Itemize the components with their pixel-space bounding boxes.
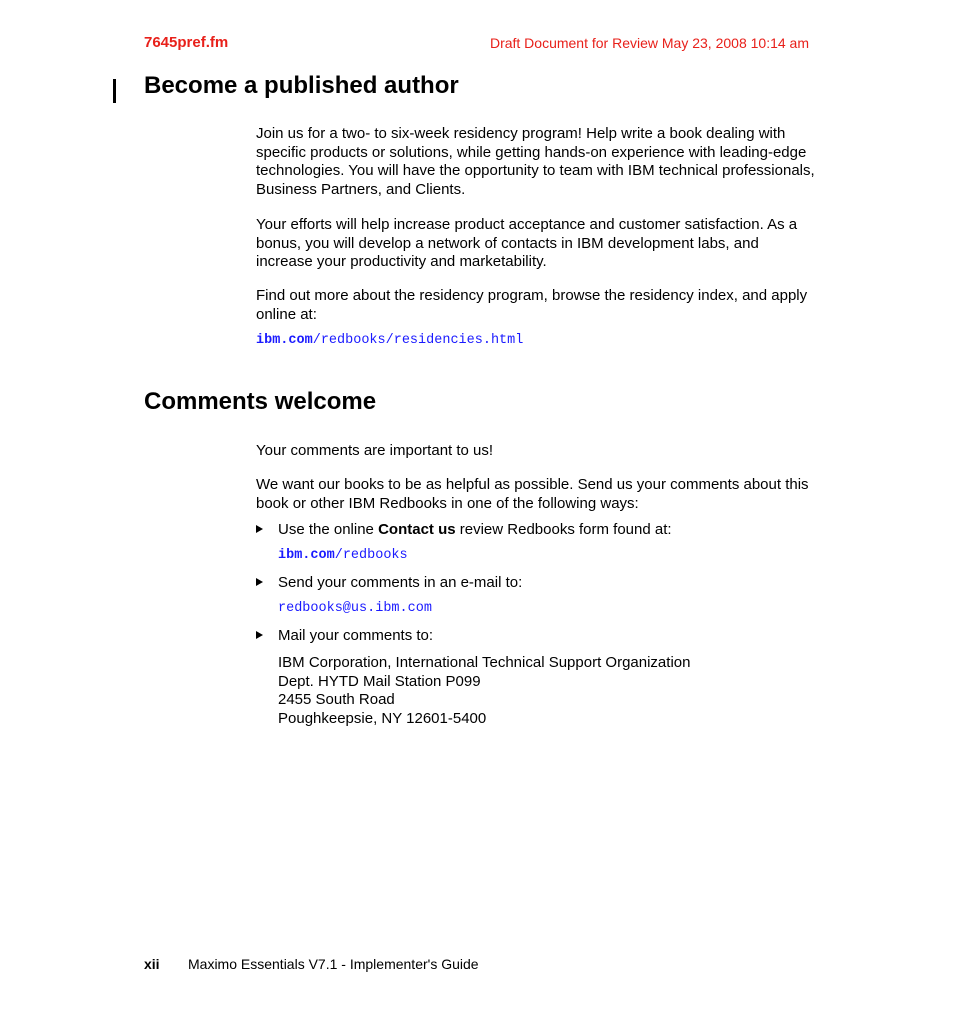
email-link[interactable]: redbooks@us.ibm.com — [278, 601, 432, 616]
bullet-arrow-icon — [256, 525, 263, 533]
author-paragraph-2: Your efforts will help increase product acceptance and customer satisfaction. As a bonus, you will develop a network of contacts in IBM development labs, and increase your productivity and marketability. — [256, 216, 798, 271]
page-number: xii — [144, 956, 160, 972]
author-paragraph-1: Join us for a two- to six-week residency program! Help write a book dealing with specific products or solutions, while getting hands-on experience with leading-edge technologies. You will have the opportunity to team with IBM technical professionals, Business Partners, and Clients. — [256, 125, 815, 198]
mailing-address: IBM Corporation, International Technical Support Organization Dept. HYTD Mail Station P099 2455 South Road Poughkeepsie, NY 12601-5400 — [278, 654, 691, 727]
heading-become-author: Become a published author — [144, 72, 459, 99]
book-title: Maximo Essentials V7.1 - Implementer's Guide — [188, 956, 479, 972]
header-file-name: 7645pref.fm — [144, 34, 229, 51]
header-draft-note: Draft Document for Review May 23, 2008 10:14 am — [489, 35, 809, 51]
bullet-arrow-icon — [256, 631, 263, 639]
residencies-link[interactable]: ibm.com/redbooks/residencies.html — [256, 333, 524, 348]
bullet-arrow-icon — [256, 578, 263, 586]
change-bar — [113, 79, 116, 103]
redbooks-link[interactable]: ibm.com/redbooks — [278, 548, 408, 563]
comments-intro: Your comments are important to us! — [256, 442, 494, 459]
author-paragraph-3: Find out more about the residency program, browse the residency index, and apply online at: — [256, 287, 808, 323]
comments-lead: We want our books to be as helpful as possible. Send us your comments about this book or other IBM Redbooks in one of the following ways: — [256, 476, 809, 512]
heading-comments-welcome: Comments welcome — [144, 388, 377, 415]
